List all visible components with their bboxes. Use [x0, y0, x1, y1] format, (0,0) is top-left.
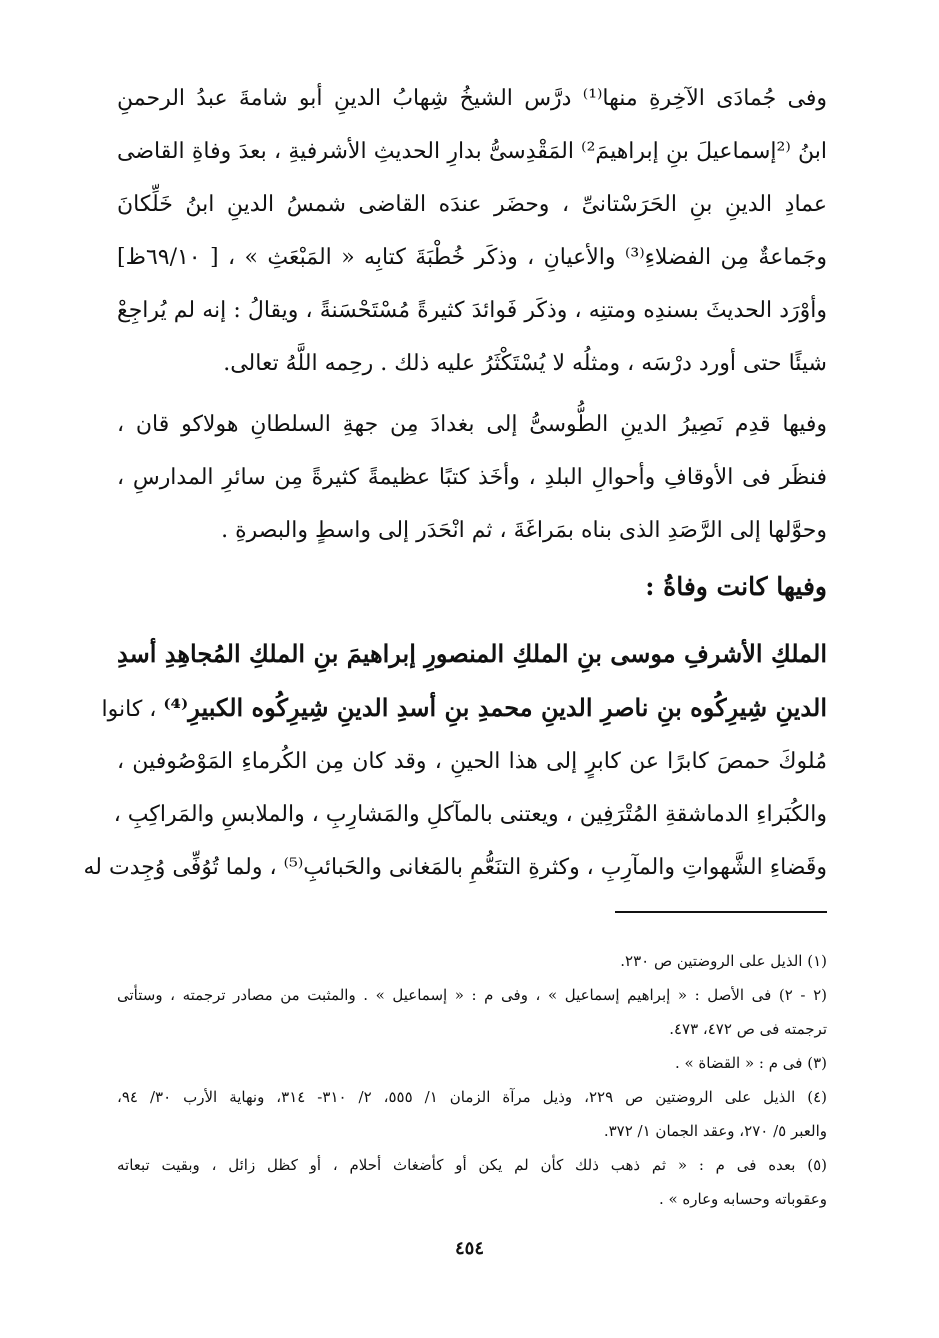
text-line: وقَضاءِ الشَّهواتِ والمآرِبِ ، وكثرةِ التنَعُّمِ بالمَغانى والحَبائبِ⁽⁵⁾ ، ولما تُوُفِّى وُجِدت له [83, 855, 827, 880]
text-line: والكُبَراءِ الدماشقةِ المُتْرَفِين ، ويعتنى بالمآكلِ والمَشارِبِ ، والملابسِ والمَراكِبِ ، [113, 802, 827, 827]
plain-span: ، كانوا [101, 697, 164, 722]
footnote-line: (٣) فى م : « القضاة » . [674, 1054, 827, 1072]
paragraph-abu-shama [117, 72, 827, 390]
text-line: عمادِ الدينِ بنِ الحَرَسْتانىِّ ، وحضَر عندَه القاضى شمسُ الدينِ ابنُ خَلِّكانَ [117, 192, 827, 217]
footnote-line: والعبر ٥/ ٢٧٠، وعقد الجمان ١/ ٣٧٢. [603, 1122, 827, 1140]
text-line: شيئًا حتى أورد درْسَه ، ومثلُه لا يُسْتَكْثَرُ عليه ذلك . رحِمه اللَّهُ تعالى. [223, 351, 827, 376]
text-line: وحوَّلها إلى الرَّصَدِ الذى بناه بمَراغَةَ ، ثم انْحَدَر إلى واسطٍ والبصرةِ . [221, 518, 827, 543]
footnote-line: (٢ - ٢) فى الأصل : « إبراهيم إسماعيل » ، وفى م : « إسماعيل » . والمثبت من مصادر ترجمته ، وستأتى [117, 986, 827, 1004]
footnotes [117, 944, 827, 1216]
footnote-line: (٤) الذيل على الروضتين ص ٢٢٩، وذيل مرآة الزمان ١/ ٥٥٥، ٢/ ٣١٠- ٣١٤، ونهاية الأرب ٣٠/ ٩٤، [117, 1088, 828, 1106]
text-line: فنظَر فى الأوقافِ وأحوالِ البلدِ ، وأخَذ كتبًا عظيمةً كثيرةً مِن سائرِ المدارسِ ، [117, 465, 827, 490]
heading-text: وفيها كانت وفاةُ : [645, 572, 827, 601]
text-line: وأوْرَد الحديثَ بسندِه ومتنِه ، وذكَر فَوائدَ كثيرةً مُسْتَحْسَنةً ، ويقالُ : إنه لم يُراجِعْ [117, 298, 827, 323]
page-number: ٤٥٤ [454, 1238, 484, 1259]
footnote-line: (٥) بعده فى م : « ثم ذهب ذلك كأن لم يكن أو كأضغاث أحلام ، أو كظل زائل ، وبقيت تبعاته [117, 1156, 827, 1174]
mixed-text-line [101, 681, 827, 735]
text-line: ابنُ ⁽²إسماعيلَ بنِ إبراهيمَ²⁾ المَقْدِسىُّ بدارِ الحديثِ الأشرفيةِ ، بعدَ وفاةِ القاضى [117, 139, 827, 164]
text-line: وجَماعةٌ مِن الفضلاءِ⁽³⁾ والأعيانِ ، وذكَر خُطْبَةَ كتابِه « المَبْعَثِ » ، [ ٦٩/١٠ظ] [117, 245, 827, 270]
text-line: وفى جُمادَى الآخِرةِ منها⁽¹⁾ درَّس الشيخُ شِهابُ الدينِ أبو شامةَ عبدُ الرحمنِ [117, 86, 828, 111]
footnote-line: (١) الذيل على الروضتين ص ٢٣٠. [620, 952, 827, 970]
footnote-line: ترجمته فى ص ٤٧٢، ٤٧٣. [669, 1020, 827, 1038]
bold-text-line: الملكِ الأشرفِ موسى بنِ الملكِ المنصورِ إبراهيمَ بنِ الملكِ المُجاهِدِ أسدِ [117, 639, 827, 668]
footnote-separator [615, 911, 827, 913]
paragraph-nasir-al-din [117, 398, 827, 557]
section-heading [117, 560, 827, 614]
text-line: وفيها قدِم نَصِيرُ الدينِ الطُّوسىُّ إلى بغدادَ مِن جهةِ السلطانِ هولاكو قان ، [117, 412, 827, 437]
paragraph-al-ashraf [83, 627, 827, 894]
text-line: مُلوكَ حمصَ كابرًا عن كابرٍ إلى هذا الحينِ ، وقد كان مِن الكُرماءِ المَوْصُوفين ، [117, 749, 827, 774]
footnote-line: وعقوباته وحسابه وعاره » . [658, 1190, 827, 1208]
bold-name-span: الدينِ شِيرِكُوه بنِ ناصرِ الدينِ محمدِ بنِ أسدِ الدينِ شِيرِكُوه الكبيرِ⁽⁴⁾ [163, 693, 827, 722]
